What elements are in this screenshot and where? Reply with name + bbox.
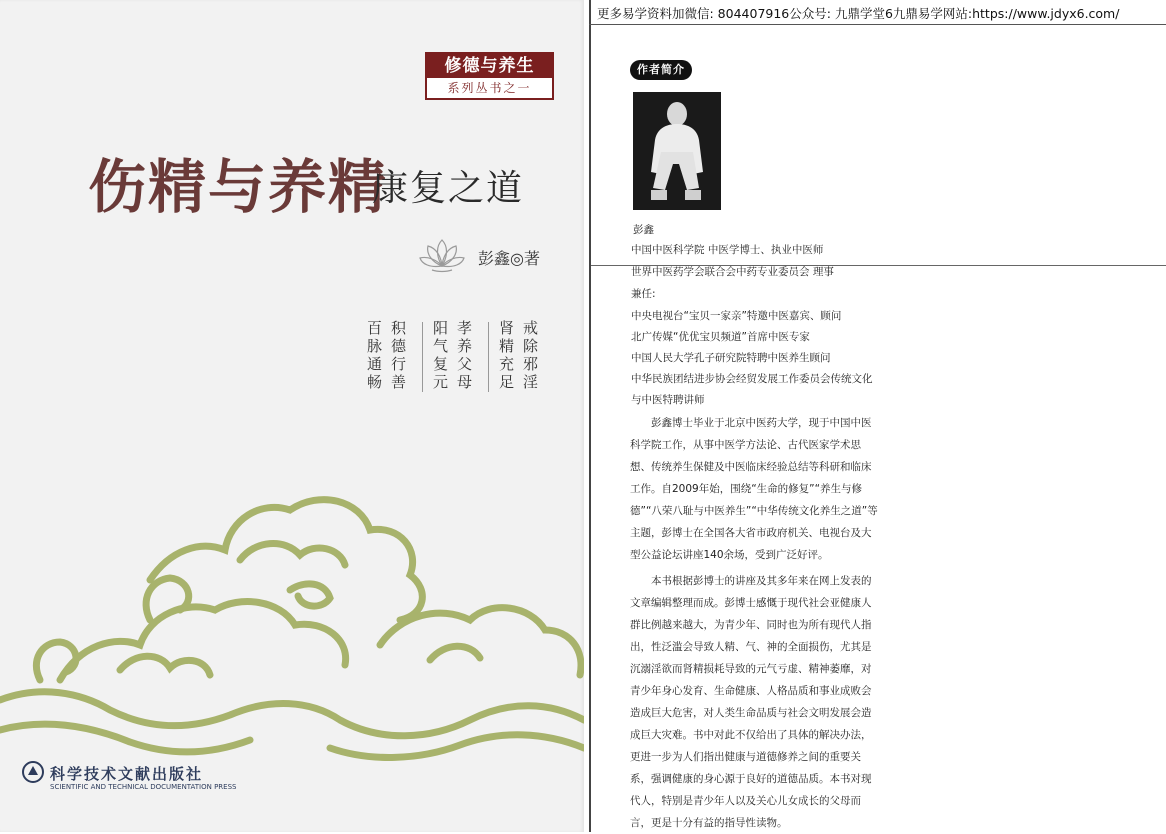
- credential-line: 中国中医科学院 中医学博士、执业中医师: [631, 244, 824, 256]
- publisher-name: 科学技术文献出版社: [50, 765, 204, 783]
- poem-line: 孝养父母: [455, 320, 473, 392]
- lotus-icon: [418, 236, 466, 274]
- bio-section: [630, 570, 880, 834]
- page-edge: [589, 0, 591, 832]
- series-subtitle: 系列丛书之一: [447, 81, 532, 95]
- poem-line: 积德行善: [389, 320, 407, 392]
- poem-line: 戒除邪淫: [521, 320, 539, 392]
- section-title: 作者简介: [630, 60, 692, 80]
- book-title-main: 伤精与养精: [88, 153, 389, 221]
- publisher-name-english: SCIENTIFIC AND TECHNICAL DOCUMENTATION PRESS: [50, 783, 237, 791]
- series-badge: [425, 52, 554, 100]
- credential-line: 中国人民大学孔子研究院特聘中医养生顾问: [631, 352, 831, 364]
- watermark-banner: 更多易学资料加微信: 804407916公众号: 九鼎学堂6九鼎易学网站:https://www.jdyx6.com/: [597, 6, 1120, 21]
- bio-section: [630, 412, 880, 566]
- author-credit: 彭鑫◎著: [478, 249, 540, 268]
- credential-line: 与中医特聘讲师: [631, 394, 705, 406]
- poem-line: 阳气复元: [431, 320, 449, 392]
- credential-line: 中华民族团结进步协会经贸发展工作委员会传统文化: [631, 373, 873, 385]
- book-title-sub: 康复之道: [372, 168, 525, 209]
- bio-paragraph: 彭鑫博士毕业于北京中医药大学，现于中国中医科学院工作，从事中医学方法论、古代医家学术思想、传统养生保健及中医临床经验总结等科研和临床工作。自2009年始，围绕“生命的修复”“养生与修德”“八荣八耻与中医养生”“中华传统文化养生之道”等主题，彭博士在全国各大省市政府机关、电视台及大型公益论坛讲座140余场，受到广泛好评。: [630, 417, 878, 561]
- poem-line: 百脉通畅: [365, 320, 383, 392]
- author-name: 彭鑫: [633, 224, 654, 236]
- publisher-logo-icon: [22, 761, 44, 783]
- credential-line: 兼任:: [631, 288, 656, 300]
- divider: [589, 24, 1166, 25]
- poem-divider: [488, 322, 489, 392]
- poem-line: 肾精充足: [497, 320, 515, 392]
- author-photo: [633, 92, 721, 210]
- auspicious-clouds-illustration: [0, 430, 584, 770]
- bio-paragraph: 本书根据彭博士的讲座及其多年来在网上发表的文章编辑整理而成。彭博士感慨于现代社会亚健康人群比例越来越大，为青少年、同时也为所有现代人指出，性泛滥会导致人精、气、神的全面损伤，尤其是沉溺淫欲而肾精损耗导致的元气亏虚、精神萎靡，对青少年身心发育、生命健康、人格品质和事业成败会造成巨大危害，对人类生命品质与社会文明发展会造成巨大灾难。书中对此不仅给出了具体的解决办法，更进一步为人们指出健康与道德修养之间的重要关系，强调健康的身心源于良好的道德品质。本书对现代人，特别是青少年人以及关心儿女成长的父母而言，更是十分有益的指导性读物。: [630, 575, 872, 829]
- book-cover: [0, 0, 584, 832]
- poem-divider: [422, 322, 423, 392]
- credential-line: 世界中医药学会联合会中药专业委员会 理事: [631, 266, 834, 278]
- series-title: 修德与养生: [427, 54, 552, 78]
- credential-line: 中央电视台“宝贝一家亲”特邀中医嘉宾、顾问: [631, 310, 842, 322]
- credential-line: 北广传媒“优优宝贝频道”首席中医专家: [631, 331, 810, 343]
